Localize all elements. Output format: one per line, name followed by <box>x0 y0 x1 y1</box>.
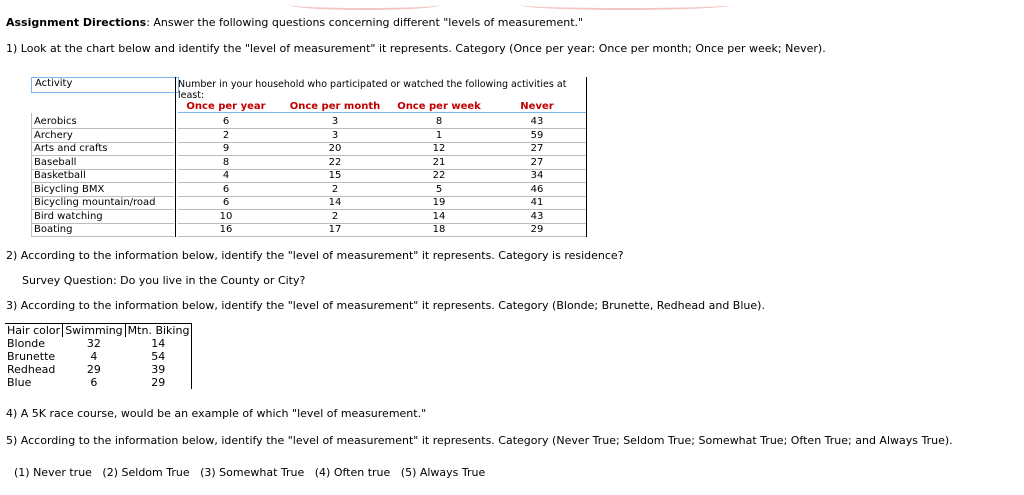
hair-table-header <box>5 324 192 338</box>
value-cell: 46 <box>530 183 544 195</box>
table-row <box>5 376 192 389</box>
value-cell: 34 <box>530 170 544 181</box>
table-row <box>5 350 192 363</box>
column-header: Once per month <box>289 101 381 112</box>
swimming-cell: 6 <box>90 376 98 389</box>
survey-question: Survey Question: Do you live in the County or City? <box>22 274 306 287</box>
question-3: 3) According to the information below, identify the "level of measurement" it represents. Category (Blonde; Brunette, Redhead and Blue). <box>6 299 765 312</box>
activity-name: Boating <box>34 224 73 235</box>
value-cell: 21 <box>432 156 446 168</box>
value-cell: 2 <box>331 183 339 195</box>
column-header: Once per year <box>186 101 266 112</box>
value-cell: 22 <box>432 170 446 181</box>
value-cell: 8 <box>435 116 443 127</box>
value-cell: 18 <box>432 224 446 235</box>
value-cell: 5 <box>435 183 443 195</box>
hair-header-biking: Mtn. Biking <box>125 324 192 338</box>
decorative-line <box>290 0 440 10</box>
value-cell: 6 <box>222 197 230 208</box>
question-4: 4) A 5K race course, would be an example of which "level of measurement." <box>6 407 427 420</box>
value-cell: 59 <box>530 129 544 141</box>
activity-name: Bicycling BMX <box>34 183 105 195</box>
value-cell: 27 <box>530 143 544 154</box>
swimming-cell: 4 <box>90 350 98 363</box>
biking-cell: 29 <box>125 376 192 389</box>
table-border <box>31 113 32 237</box>
value-cell: 4 <box>222 170 230 181</box>
table-border <box>586 77 587 237</box>
value-cell: 3 <box>331 129 339 141</box>
value-cell: 16 <box>219 224 233 235</box>
column-header: Once per week <box>397 101 481 112</box>
value-cell: 41 <box>530 197 544 208</box>
response-scale: (1) Never true (2) Seldom True (3) Somewhat True (4) Often true (5) Always True <box>14 466 486 479</box>
hair-color-table <box>5 323 192 389</box>
column-header: Never <box>520 101 554 112</box>
table-caption: Number in your household who participated or watched the following activities at least: <box>178 79 567 101</box>
value-cell: 12 <box>432 143 446 154</box>
value-cell: 9 <box>222 143 230 154</box>
value-cell: 2 <box>222 129 230 141</box>
biking-cell: 54 <box>125 350 192 363</box>
table-row <box>5 337 192 350</box>
directions-label: Assignment Directions <box>6 16 147 29</box>
value-cell: 15 <box>328 170 342 181</box>
value-cell: 29 <box>530 224 544 235</box>
value-cell: 19 <box>432 197 446 208</box>
value-cell: 14 <box>432 210 446 222</box>
value-cell: 27 <box>530 156 544 168</box>
hair-header-swimming: Swimming <box>63 324 125 338</box>
value-cell: 43 <box>530 116 544 127</box>
value-cell: 17 <box>328 224 342 235</box>
header-divider <box>178 112 586 113</box>
directions-text: : Answer the following questions concerning different "levels of measurement." <box>146 16 584 29</box>
activity-name: Arts and crafts <box>34 143 108 154</box>
value-cell: 43 <box>530 210 544 222</box>
row-divider <box>178 236 586 237</box>
activity-name: Aerobics <box>34 116 77 127</box>
value-cell: 10 <box>219 210 233 222</box>
value-cell: 6 <box>222 183 230 195</box>
activity-name: Bird watching <box>34 210 103 222</box>
row-divider <box>31 236 174 237</box>
table-row <box>5 363 192 376</box>
value-cell: 6 <box>222 116 230 127</box>
decorative-line <box>520 0 730 10</box>
value-cell: 8 <box>222 156 230 168</box>
value-cell: 3 <box>331 116 339 127</box>
value-cell: 22 <box>328 156 342 168</box>
value-cell: 1 <box>435 129 443 141</box>
value-cell: 20 <box>328 143 342 154</box>
hair-color-cell: Blonde <box>7 337 46 350</box>
question-5: 5) According to the information below, identify the "level of measurement" it represents. Category (Never True; Seldom True; Somewhat True; Often True; and Always True). <box>6 434 953 447</box>
hair-color-cell: Brunette <box>7 350 56 363</box>
table-border <box>175 77 176 237</box>
assignment-directions <box>6 16 583 30</box>
activity-header: Activity <box>31 77 179 93</box>
hair-header-color: Hair color <box>5 324 63 338</box>
swimming-cell: 29 <box>86 363 101 376</box>
activity-name: Basketball <box>34 170 86 181</box>
value-cell: 2 <box>331 210 339 222</box>
swimming-cell: 32 <box>86 337 101 350</box>
value-cell: 14 <box>328 197 342 208</box>
activity-name: Archery <box>34 129 73 141</box>
activity-table <box>31 77 587 237</box>
question-2: 2) According to the information below, identify the "level of measurement" it represents. Category is residence? <box>6 249 624 262</box>
activity-name: Baseball <box>34 156 77 168</box>
hair-color-cell: Redhead <box>7 363 56 376</box>
biking-cell: 14 <box>125 337 192 350</box>
question-1: 1) Look at the chart below and identify the "level of measurement" it represents. Category (Once per year: Once per month; Once per week; Never). <box>6 42 826 55</box>
biking-cell: 39 <box>125 363 192 376</box>
activity-name: Bicycling mountain/road <box>34 197 156 208</box>
hair-color-cell: Blue <box>7 376 32 389</box>
